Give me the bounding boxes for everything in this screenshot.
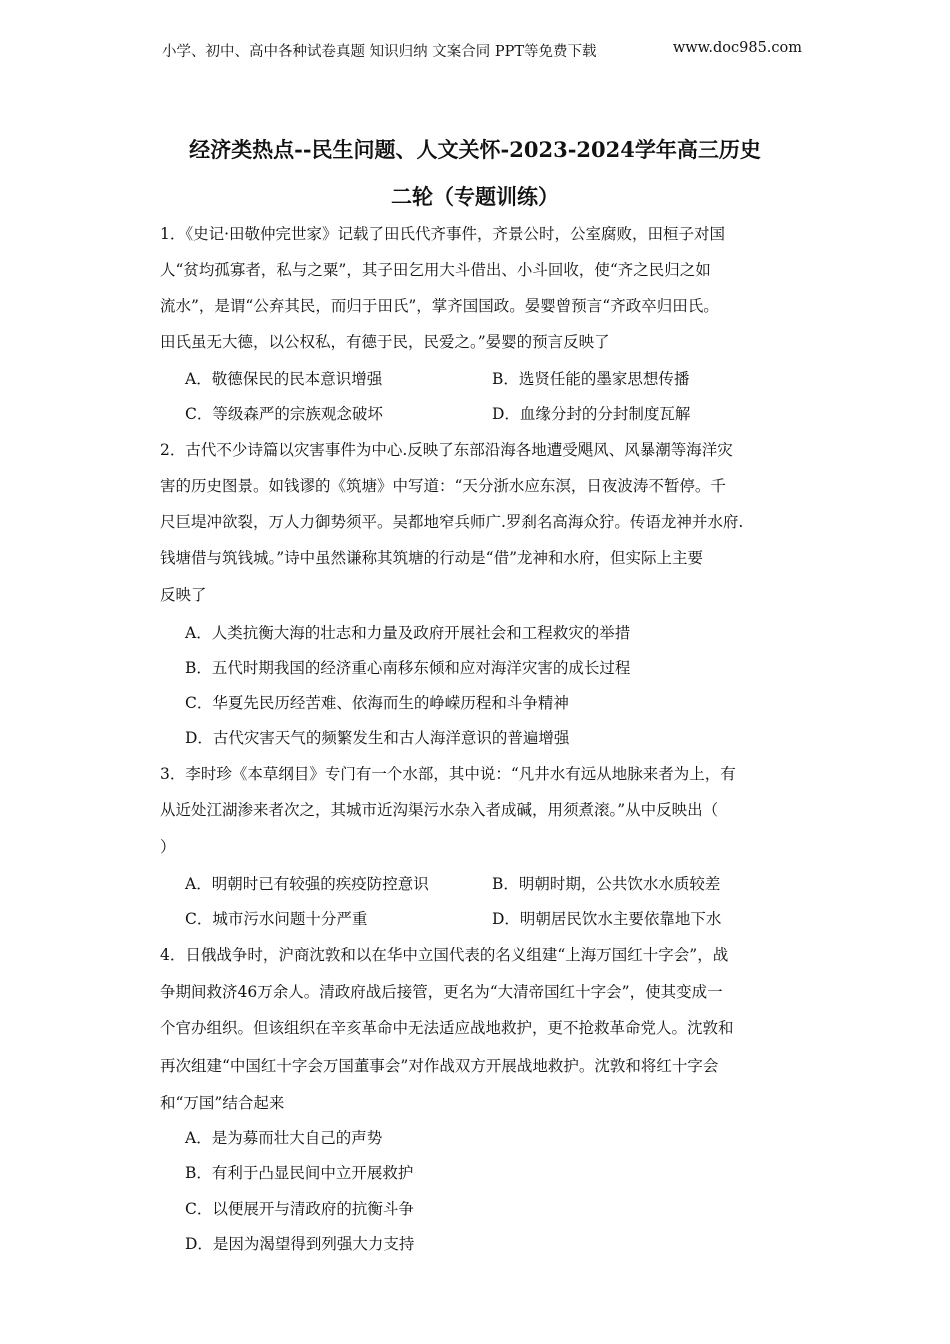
page-header [162, 40, 802, 61]
question-1-text: 流水”，是谓“公弃其民，而归于田氏”，掌齐国国政。晏婴曾预言“齐政卒归田氏。 [160, 297, 719, 315]
question-4-option-d: D．是因为渴望得到列强大力支持 [185, 1235, 415, 1253]
question-3-text: ） [160, 838, 176, 856]
question-1-option-c: C．等级森严的宗族观念破坏 [185, 405, 383, 423]
question-4-option-c: C．以便展开与清政府的抗衡斗争 [185, 1200, 414, 1218]
question-2-option-b: B．五代时期我国的经济重心南移东倾和应对海洋灾害的成长过程 [185, 659, 631, 677]
question-1-text: 田氏虽无大德，以公权私，有德于民，民爱之。”晏婴的预言反映了 [160, 333, 610, 351]
question-2-text: 害的历史图景。如钱谬的《筑塘》中写道：“天分浙水应东溟，日夜波涛不暂停。千 [160, 477, 726, 495]
question-4-text: 和“万国”结合起来 [160, 1094, 285, 1112]
question-2-option-c: C．华夏先民历经苦难、依海而生的峥嵘历程和斗争精神 [185, 694, 569, 712]
header-website-link[interactable]: www.doc985.com [672, 40, 802, 56]
question-3-text: 3．李时珍《本草纲目》专门有一个水部，其中说：“凡井水有远从地脉来者为上，有 [160, 765, 736, 783]
question-4-text: 争期间救济46万余人。清政府战后接管，更名为“大清帝国红十字会”，使其变成一 [160, 983, 723, 1001]
question-1-text: 1．《史记·田敬仲完世家》记载了田氏代齐事件，齐景公时，公室腐败，田桓子对国 [160, 225, 726, 243]
document-title-line-1: 经济类热点--民生问题、人文关怀-2023-2024学年高三历史 [189, 137, 761, 162]
question-4-option-b: B．有利于凸显民间中立开展救护 [185, 1164, 414, 1182]
question-1-text: 人“贫均孤寡者，私与之粟”，其子田乞用大斗借出、小斗回收，使“齐之民归之如 [160, 261, 711, 279]
question-4-text: 个官办组织。但该组织在辛亥革命中无法适应战地救护，更不抢救革命党人。沈敦和 [160, 1019, 734, 1037]
question-1-option-d: D．血缘分封的分封制度瓦解 [492, 405, 691, 423]
question-4-text: 4．日俄战争时，沪商沈敦和以在华中立国代表的名义组建“上海万国红十字会”，战 [160, 946, 729, 964]
question-3-option-c: C．城市污水问题十分严重 [185, 910, 368, 928]
question-2-text: 2．古代不少诗篇以灾害事件为中心.反映了东部沿海各地遭受飓风、风暴潮等海洋灾 [160, 441, 733, 459]
question-2-text: 反映了 [160, 586, 207, 604]
question-3-option-a: A．明朝时已有较强的疾疫防控意识 [185, 875, 429, 893]
question-3-option-b: B．明朝时期，公共饮水水质较差 [492, 875, 721, 893]
question-2-option-d: D．古代灾害天气的频繁发生和古人海洋意识的普遍增强 [185, 729, 570, 747]
question-2-text: 尺巨堤冲欲裂，万人力御势须平。吴都地窄兵师广.罗刹名高海众狞。传语龙神并水府. [160, 513, 744, 531]
question-2-option-a: A．人类抗衡大海的壮志和力量及政府开展社会和工程救灾的举措 [185, 624, 631, 642]
header-promo-text: 小学、初中、高中各种试卷真题 知识归纳 文案合同 PPT等免费下载 [162, 44, 597, 60]
question-1-option-b: B．选贤任能的墨家思想传播 [492, 370, 690, 388]
question-4-option-a: A．是为募而壮大自己的声势 [185, 1129, 383, 1147]
question-3-option-d: D．明朝居民饮水主要依靠地下水 [492, 910, 722, 928]
question-3-text: 从近处江湖渗来者次之，其城市近沟渠污水杂入者成碱，用须煮滚。”从中反映出（ [160, 801, 719, 819]
question-2-text: 钱塘借与筑钱城。”诗中虽然谦称其筑塘的行动是“借”龙神和水府，但实际上主要 [160, 549, 704, 567]
question-1-option-a: A．敬德保民的民本意识增强 [185, 370, 383, 388]
question-4-text: 再次组建“中国红十字会万国董事会”对作战双方开展战地救护。沈敦和将红十字会 [160, 1057, 719, 1075]
document-title-line-2: 二轮（专题训练） [391, 184, 559, 209]
